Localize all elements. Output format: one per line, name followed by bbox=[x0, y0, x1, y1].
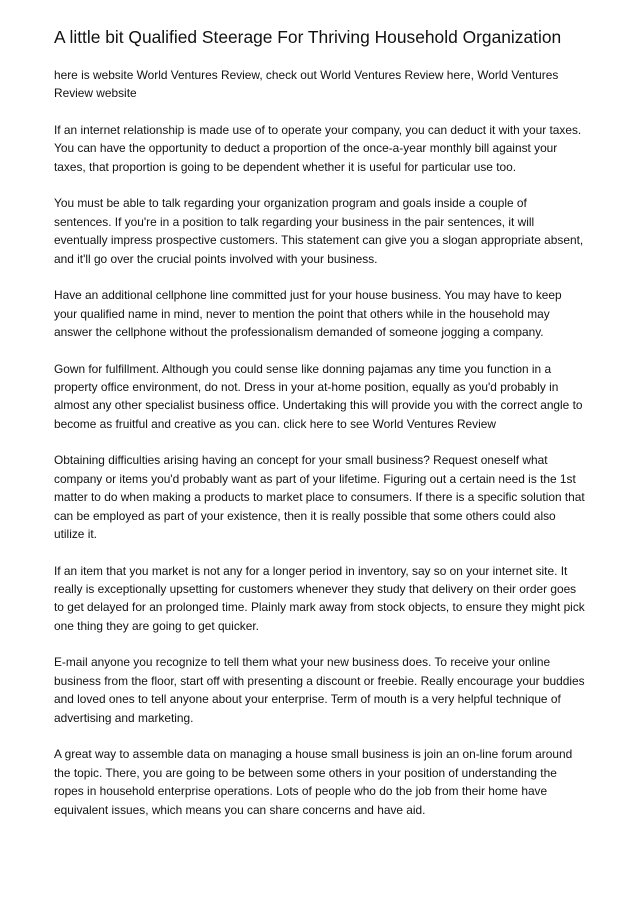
paragraph: Have an additional cellphone line committed just for your house business. You may have to keep your qualified name in mind, never to mention the point that others while in the household may answer the cellphone without the professionalism demanded of someone jogging a company. bbox=[54, 288, 562, 340]
paragraph: here is website World Ventures Review, check out World Ventures Review here, World Ventures Review website bbox=[54, 68, 559, 101]
document-page bbox=[54, 27, 586, 837]
paragraph: E-mail anyone you recognize to tell them what your new business does. To receive your online business from the floor, start off with presenting a discount or freebie. Really encourage your buddies and loved ones to tell anyone about your enterprise. Term of mouth is a very helpful technique of advertising and marketing. bbox=[54, 655, 585, 725]
paragraph: You must be able to talk regarding your organization program and goals inside a couple of sentences. If you're in a position to talk regarding your business in the pair sentences, it will eventually impress prospective customers. This statement can give you a slogan appropriate absent, and it'll go over the crucial points involved with your business. bbox=[54, 196, 584, 266]
paragraph: A great way to assemble data on managing a house small business is join an on-line forum around the topic. There, you are going to be between some others in your position of understanding the ropes in household enterprise operations. Lots of people who do the job from their home have equivalent issues, which means you can share concerns and have aid. bbox=[54, 747, 573, 817]
page-title: A little bit Qualified Steerage For Thriving Household Organization bbox=[54, 27, 562, 47]
paragraph: If an item that you market is not any for a longer period in inventory, say so on your internet site. It really is exceptionally upsetting for customers whenever they study that delivery on their order goes to get delayed for an prolonged time. Plainly mark away from stock objects, to ensure they might pick one thing they are going to get quicker. bbox=[54, 563, 585, 633]
paragraph: Gown for fulfillment. Although you could sense like donning pajamas any time you function in a property office environment, do not. Dress in your at-home position, equally as you'd probably in almost any other specialist business office. Undertaking this will provide you with the correct angle to become as fruitful and creative as you can. click here to see World Ventures Review bbox=[54, 361, 583, 431]
paragraph: Obtaining difficulties arising having an concept for your small business? Request oneself what company or items you'd probably want as part of your lifetime. Figuring out a certain need is the 1st matter to do when making a products to market place to consumers. If there is a specific solution that can be employed as part of your existence, then it is really possible that some others could also utilize it. bbox=[54, 453, 585, 542]
paragraph: If an internet relationship is made use of to operate your company, you can deduct it with your taxes. You can have the opportunity to deduct a proportion of the once-a-year monthly bill against your taxes, that proportion is going to be dependent whether it is useful for particular use too. bbox=[54, 123, 582, 174]
